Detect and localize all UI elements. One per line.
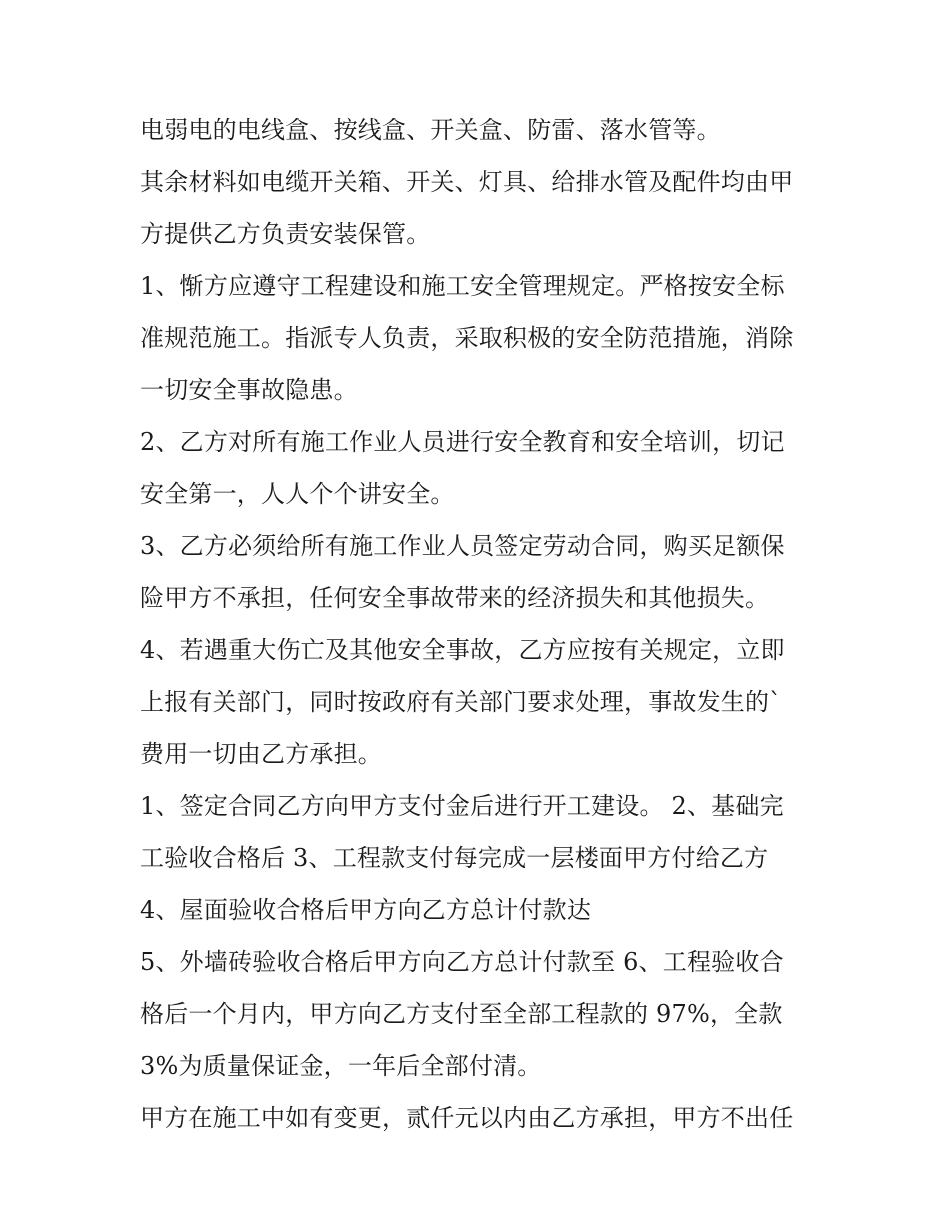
text-line: 其余材料如电缆开关箱、开关、灯具、给排水管及配件均由甲 xyxy=(140,168,794,196)
text-line: 3、乙方必须给所有施工作业人员签定劳动合同，购买足额保 xyxy=(140,532,785,560)
text-line: 上报有关部门，同时按政府有关部门要求处理，事故发生的` xyxy=(140,688,782,716)
text-line: 费用一切由乙方承担。 xyxy=(140,740,382,768)
text-line: 5、外墙砖验收合格后甲方向乙方总计付款至 6、工程验收合 xyxy=(140,948,784,976)
text-line: 1、签定合同乙方向甲方支付金后进行开工建设。 2、基础完 xyxy=(140,792,784,820)
text-line: 安全第一，人人个个讲安全。 xyxy=(140,480,455,508)
text-line: 4、屋面验收合格后甲方向乙方总计付款达 xyxy=(140,896,592,924)
text-line: 格后一个月内，甲方向乙方支付至全部工程款的 97%，全款 xyxy=(140,1000,783,1028)
text-line: 工验收合格后 3、工程款支付每完成一层楼面甲方付给乙方 xyxy=(140,844,769,872)
text-line: 方提供乙方负责安装保管。 xyxy=(140,220,431,248)
text-line: 准规范施工。指派专人负责，采取积极的安全防范措施，消除 xyxy=(140,324,794,352)
text-line: 3%为质量保证金，一年后全部付清。 xyxy=(140,1052,542,1080)
text-line: 2、乙方对所有施工作业人员进行安全教育和安全培训，切记 xyxy=(140,428,785,456)
text-line: 电弱电的电线盒、按线盒、开关盒、防雷、落水管等。 xyxy=(140,116,721,144)
text-line: 4、若遇重大伤亡及其他安全事故，乙方应按有关规定，立即 xyxy=(140,636,785,664)
text-line: 一切安全事故隐患。 xyxy=(140,376,358,404)
text-line: 1、惭方应遵守工程建设和施工安全管理规定。严格按安全标 xyxy=(140,272,785,300)
text-line: 险甲方不承担，任何安全事故带来的经济损失和其他损失。 xyxy=(140,584,770,612)
text-line: 甲方在施工中如有变更，贰仟元以内由乙方承担，甲方不出任 xyxy=(140,1104,794,1132)
